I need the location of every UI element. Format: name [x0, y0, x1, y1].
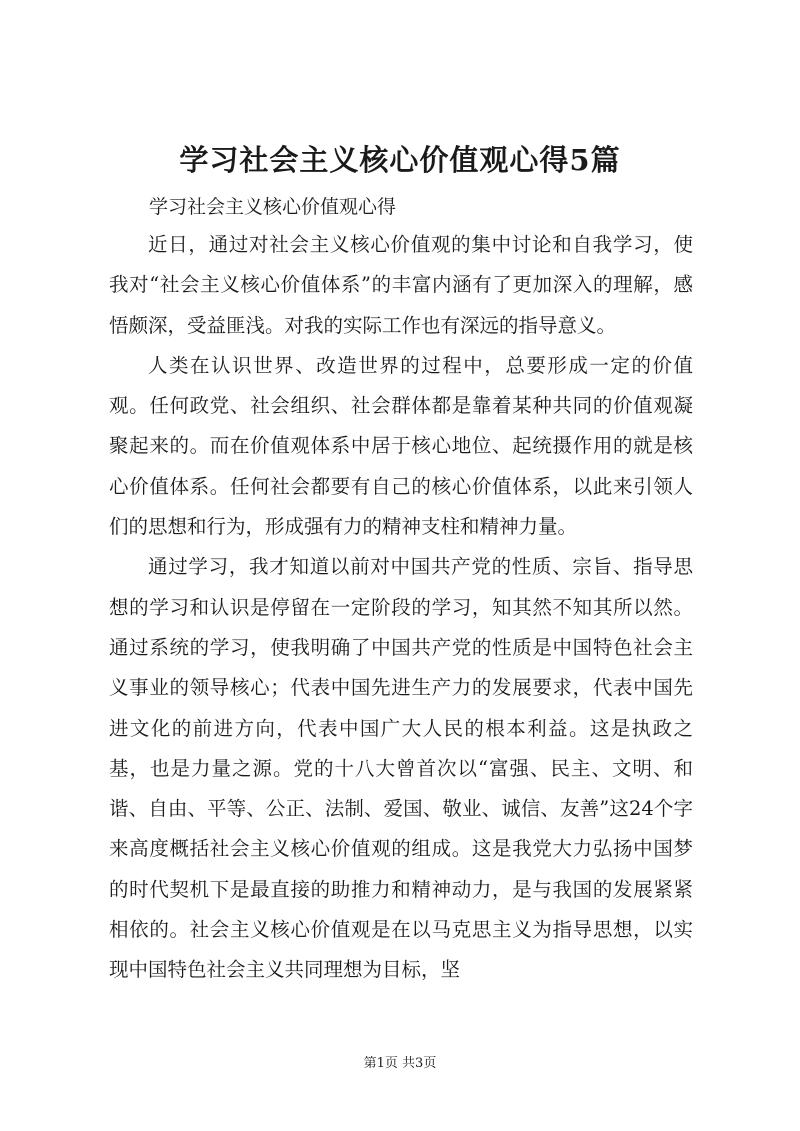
paragraph-3: 通过学习，我才知道以前对中国共产党的性质、宗旨、指导思想的学习和认识是停留在一定阶段的学习，知其然不知其所以然。通过系统的学习，使我明确了中国共产党的性质是中国特色社会主义事业的领导核心；代表中国先进生产力的发展要求，代表中国先进文化的前进方向，代表中国广大人民的根本利益。这是执政之基，也是力量之源。党的十八大曾首次以“富强、民主、文明、和谐、自由、平等、公正、法制、爱国、敬业、诚信、友善”这24个字来高度概括社会主义核心价值观的组成。这是我党大力弘扬中国梦的时代契机下是最直接的助推力和精神动力，是与我国的发展紧紧相依的。社会主义核心价值观是在以马克思主义为指导思想，以实现中国特色社会主义共同理想为目标，坚: [109, 555, 693, 982]
page-footer: 第1页 共3页: [363, 1056, 437, 1071]
document-title: 学习社会主义核心价值观心得5篇: [179, 143, 621, 177]
document-subtitle: 学习社会主义核心价值观心得: [149, 196, 397, 218]
paragraph-1: 近日，通过对社会主义核心价值观的集中讨论和自我学习，使我对“社会主义核心价值体系”的丰富内涵有了更加深入的理解，感悟颇深，受益匪浅。对我的实际工作也有深远的指导意义。: [109, 233, 693, 337]
document-body: [109, 225, 693, 991]
paragraph-2: 人类在认识世界、改造世界的过程中，总要形成一定的价值观。任何政党、社会组织、社会群体都是靠着某种共同的价值观凝聚起来的。而在价值观体系中居于核心地位、起统摄作用的就是核心价值体系。任何社会都要有自己的核心价值体系，以此来引领人们的思想和行为，形成强有力的精神支柱和精神力量。: [109, 353, 693, 539]
